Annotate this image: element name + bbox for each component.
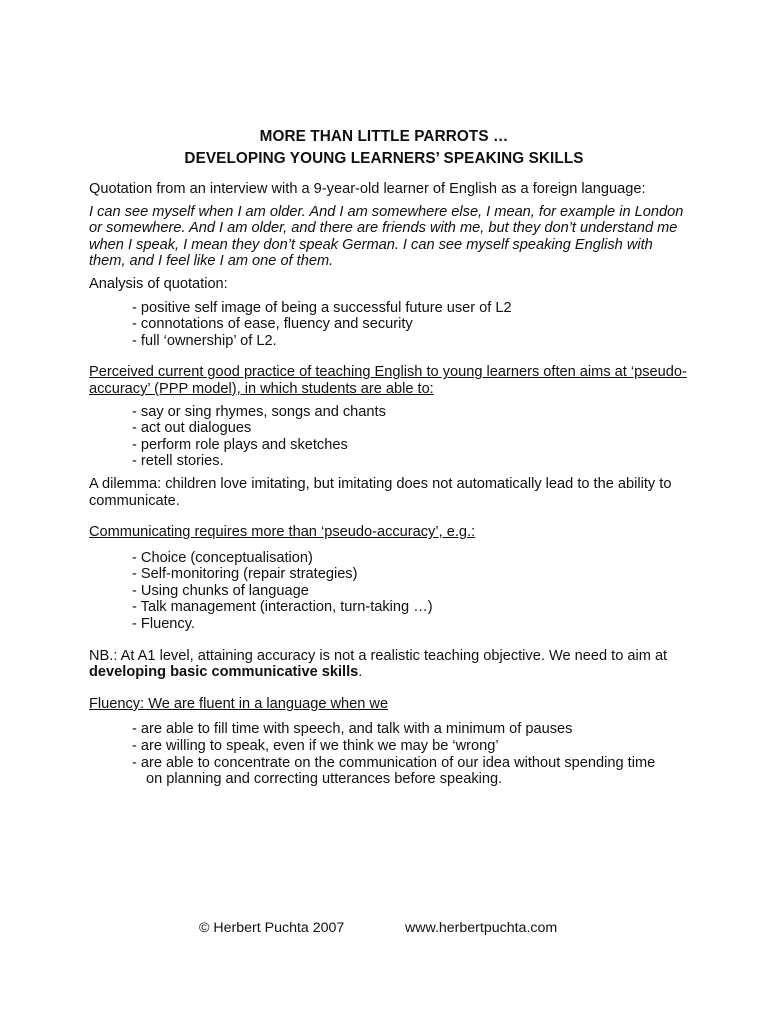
practice-heading: Perceived current good practice of teaching English to young learners often aims at ‘pseudo-accuracy’ (PPP model), in which students are able to: [89, 364, 687, 397]
nb-end: . [358, 664, 363, 681]
practice-list [89, 404, 689, 470]
website-url: www.herbertpuchta.com [405, 920, 558, 936]
list-item: - are willing to speak, even if we think we may be ‘wrong’ [132, 738, 499, 755]
list-item: - Choice (conceptualisation) [132, 549, 313, 566]
list-item-text: - are able to concentrate on the communication of our idea without spending time [132, 754, 656, 771]
title-line-2: DEVELOPING YOUNG LEARNERS’ SPEAKING SKILLS [184, 150, 584, 167]
list-item: - say or sing rhymes, songs and chants [132, 403, 386, 420]
nb-paragraph [89, 648, 689, 681]
title-line-1: MORE THAN LITTLE PARROTS … [259, 128, 509, 145]
copyright-notice: © Herbert Puchta 2007 [199, 920, 345, 936]
dilemma-paragraph: A dilemma: children love imitating, but imitating does not automatically lead to the ability to communicate. [89, 475, 672, 509]
list-item: - connotations of ease, fluency and security [132, 316, 413, 333]
list-item-continuation: on planning and correcting utterances before speaking. [146, 771, 503, 788]
intro-paragraph: Quotation from an interview with a 9-year-old learner of English as a foreign language: [89, 181, 646, 197]
list-item: - act out dialogues [132, 420, 252, 437]
analysis-label: Analysis of quotation: [89, 275, 228, 292]
analysis-list [89, 300, 689, 350]
list-item: - positive self image of being a successful future user of L2 [132, 299, 512, 316]
learner-quotation: I can see myself when I am older. And I am somewhere else, I mean, for example in London or somewhere. And I am older, and there are friends with me, but they don’t understand me when I speak, I mean they don’t speak German. I can see myself speaking English with them, and I feel like I am one of them. [89, 203, 684, 270]
list-item: - Fluency. [132, 616, 195, 633]
communicating-list [89, 550, 689, 633]
list-item: - Using chunks of language [132, 582, 309, 599]
list-item: - full ‘ownership’ of L2. [132, 332, 277, 349]
fluency-heading: Fluency: We are fluent in a language when we [89, 695, 389, 712]
list-item: - Self-monitoring (repair strategies) [132, 566, 358, 583]
list-item: - retell stories. [132, 453, 224, 470]
document-title [0, 126, 768, 170]
list-item: - perform role plays and sketches [132, 436, 348, 453]
list-item: - Talk management (interaction, turn-taking …) [132, 599, 433, 616]
list-item: - are able to fill time with speech, and talk with a minimum of pauses [132, 721, 573, 738]
nb-bold-text: developing basic communicative skills [89, 664, 359, 681]
communicating-heading: Communicating requires more than ‘pseudo-accuracy’, e.g.: [89, 524, 476, 541]
document-body [89, 181, 689, 788]
nb-text: NB.: At A1 level, attaining accuracy is not a realistic teaching objective. We need to aim at [89, 647, 668, 664]
fluency-list [89, 721, 689, 787]
list-item [132, 755, 689, 788]
